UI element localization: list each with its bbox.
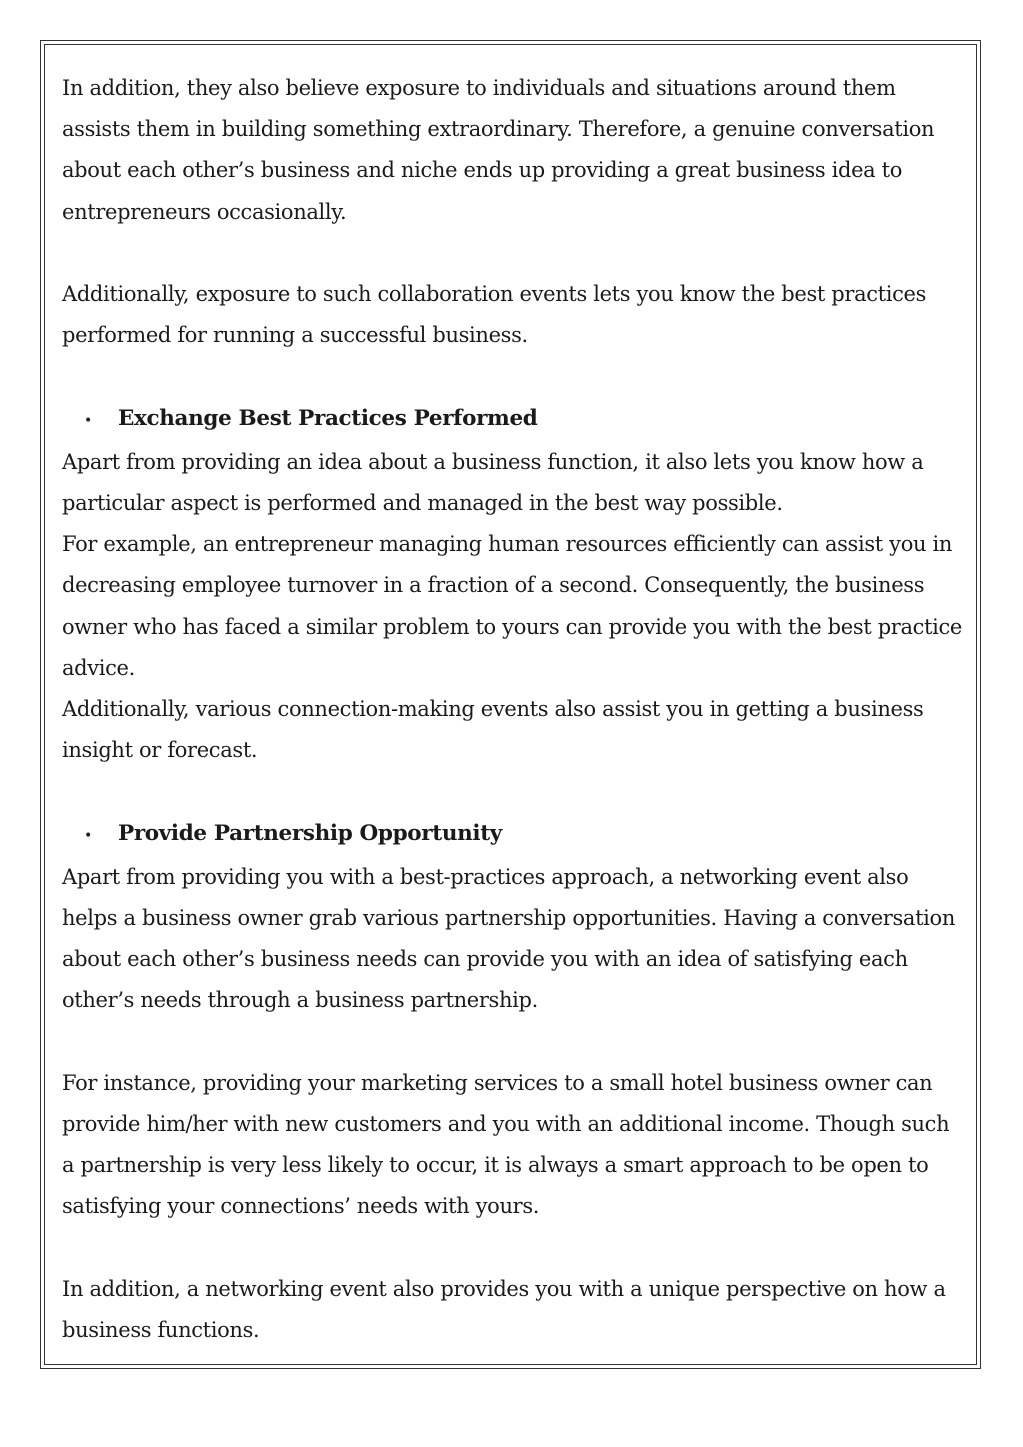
partnership-paragraph-3: In addition, a networking event also provides you with a unique perspective on how a business functions. (62, 1276, 946, 1343)
intro-paragraph-1: In addition, they also believe exposure to individuals and situations around them assists them in building something extraordinary. Therefore, a genuine conversation about each other’s business and niche ends up providing a great business idea to entrepreneurs occasionally. (62, 76, 935, 224)
paragraph-spacer (62, 1228, 967, 1269)
section-heading-best-practices (62, 398, 967, 442)
partnership-paragraph-2: For instance, providing your marketing services to a small hotel business owner can provide him/her with new customers and you with an additional income. Though such a partnership is very less likely to occur, it is always a smart approach to be open to satisfying your connections’ needs with yours. (62, 1070, 950, 1219)
best-practices-paragraph-3: Additionally, various connection-making events also assist you in getting a business insight or forecast. (62, 697, 924, 763)
best-practices-paragraph-2: For example, an entrepreneur managing human resources efficiently can assist you in decreasing employee turnover in a fraction of a second. Consequently, the business owner who has faced a similar problem to yours can provide you with the best practice advice. (62, 532, 963, 680)
paragraph-spacer (62, 233, 967, 274)
intro-paragraph-2: Additionally, exposure to such collaboration events lets you know the best practices performed for running a successful business. (62, 282, 927, 348)
best-practices-paragraph-1: Apart from providing an idea about a business function, it also lets you know how a particular aspect is performed and managed in the best way possible. (62, 449, 924, 515)
section-heading-text: Provide Partnership Opportunity (118, 820, 502, 846)
paragraph-spacer (62, 356, 967, 397)
bullet-icon: • (84, 827, 92, 844)
section-heading-partnership (62, 813, 967, 857)
paragraph-spacer (62, 1022, 967, 1063)
paragraph-spacer (62, 771, 967, 812)
bullet-icon: • (84, 412, 92, 429)
partnership-paragraph-1: Apart from providing you with a best-practices approach, a networking event also helps a business owner grab various partnership opportunities. Having a conversation about each other’s business needs can provide you with an idea of satisfying each other’s needs through a business partnership. (62, 864, 955, 1013)
document-body (62, 68, 967, 1351)
section-heading-text: Exchange Best Practices Performed (118, 405, 538, 431)
